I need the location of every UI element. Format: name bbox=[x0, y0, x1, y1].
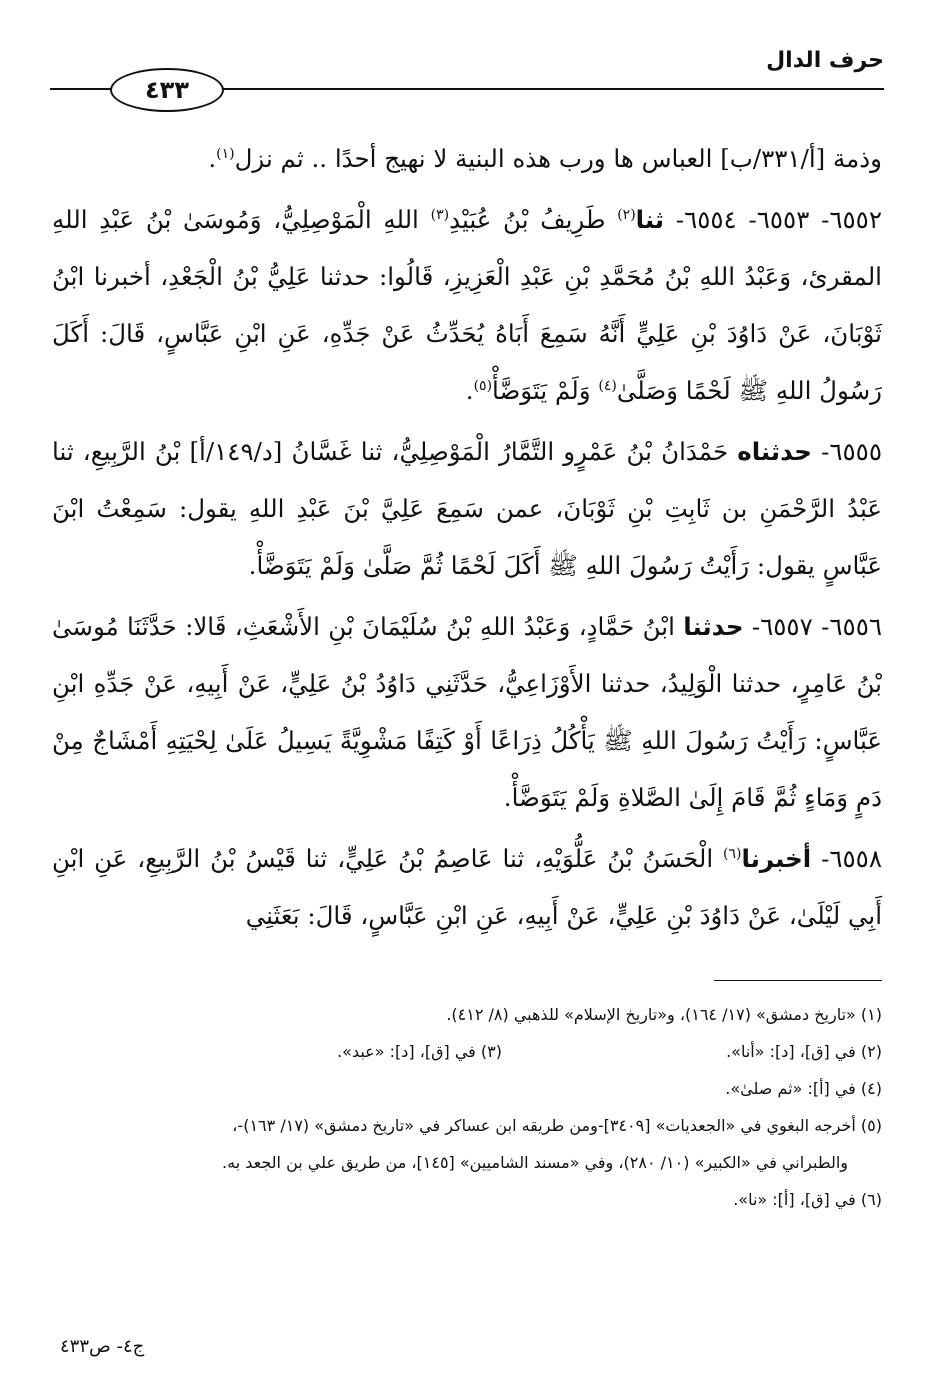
punctuation: . bbox=[208, 144, 217, 173]
hadith-text: وَلَمْ يَتَوَضَّأْ bbox=[492, 376, 591, 405]
footnote-3: (٣) في [ق]، [د]: «عبد». bbox=[337, 1042, 502, 1061]
volume-page-reference: ج٤- ص٤٣٣ bbox=[60, 1336, 145, 1357]
footnote-ref: (٢) bbox=[617, 206, 636, 223]
chapter-title: حرف الدال bbox=[766, 48, 884, 73]
footnote-5: (٥) أخرجه البغوي في «الجعديات» [٣٤٠٩]-ومن طريقه ابن عساكر في «تاريخ دمشق» (١٧/ ١٦٣)-، bbox=[232, 1116, 882, 1135]
transmission-keyword: أخبرنا bbox=[741, 844, 812, 873]
hadith-6558 bbox=[52, 830, 882, 944]
hadith-number: ٦٥٥٦- ٦٥٥٧- bbox=[751, 612, 883, 641]
hadith-text: ابْنُ حَمَّادٍ، وَعَبْدُ اللهِ بْنُ سُلَيْمَانَ بْنِ الأَشْعَثِ، قَالا: حَدَّثَنَا مُوسَىٰ بْنُ عَامِرٍ، حدثنا الْوَلِيدُ، حدثنا الأَوْزَاعِيُّ، حَدَّثَنِي دَاوُدُ بْنُ عَلِيٍّ، عَنْ أَبِيهِ، عَنْ جَدِّهِ ابْنِ عَبَّاسٍ: رَأَيْتُ رَسُولَ اللهِ ﷺ يَأْكُلُ ذِرَاعًا أَوْ كَتِفًا مَشْوِيَّةً يَسِيلُ عَلَىٰ لِحْيَتِهِ أَمْشَاجٌ مِنْ دَمٍ وَمَاءٍ ثُمَّ قَامَ إِلَىٰ الصَّلاةِ وَلَمْ يَتَوَضَّأْ. bbox=[52, 612, 882, 812]
page-number-badge: ٤٣٣ bbox=[110, 68, 224, 112]
hadith-number: ٦٥٥٢- ٦٥٥٣- ٦٥٥٤- bbox=[675, 205, 882, 234]
footnote-6: (٦) في [ق]، [أ]: «نا». bbox=[733, 1190, 882, 1209]
paragraph-1 bbox=[52, 130, 882, 187]
footnotes bbox=[52, 996, 882, 1218]
footnote-row bbox=[52, 1033, 882, 1070]
footnote-rule bbox=[714, 980, 882, 981]
hadith-6556 bbox=[52, 598, 882, 826]
transmission-keyword: ثنا bbox=[635, 205, 665, 234]
hadith-text: حَمْدَانُ بْنُ عَمْرٍو التَّمَّارُ الْمَوْصِلِيُّ، ثنا غَسَّانُ [د/١٤٩/أ] بْنُ الرَّبِيعِ، ثنا عَبْدُ الرَّحْمَنِ بن ثَابِتِ بْنِ ثَوْبَانَ، عمن سَمِعَ عَلِيَّ بْنَ عَبْدِ اللهِ يقول: سَمِعْتُ ابْنَ عَبَّاسٍ يقول: رَأَيْتُ رَسُولَ اللهِ ﷺ أَكَلَ لَحْمًا ثُمَّ صَلَّىٰ وَلَمْ يَتَوَضَّأْ. bbox=[52, 437, 882, 580]
paragraph-text: وذمة [أ/٣٣١/ب] العباس ها ورب هذه البنية لا نهيج أحدًا .. ثم نزل bbox=[234, 144, 882, 173]
footnote-2: (٢) في [ق]، [د]: «أنا». bbox=[726, 1042, 882, 1061]
hadith-number: ٦٥٥٨- bbox=[821, 844, 882, 873]
hadith-text: الْحَسَنُ بْنُ عَلُّوَيْهِ، ثنا عَاصِمُ بْنُ عَلِيٍّ، ثنا قَيْسُ بْنُ الرَّبِيعِ، عَنِ ابْنِ أَبِي لَيْلَىٰ، عَنْ دَاوُدَ بْنِ عَلِيٍّ، عَنْ أَبِيهِ، عَنِ ابْنِ عَبَّاسٍ، قَالَ: بَعَثَنِي bbox=[52, 844, 882, 930]
transmission-keyword: حدثناه bbox=[737, 437, 812, 466]
footnote-5-continued: والطبراني في «الكبير» (١٠/ ٢٨٠)، وفي «مسند الشاميين» [١٤٥]، من طريق علي بن الجعد به. bbox=[222, 1153, 848, 1172]
page-header bbox=[50, 40, 884, 104]
narrator-text: طَرِيفُ بْنُ عُبَيْدِ bbox=[449, 205, 606, 234]
hadith-6552 bbox=[52, 191, 882, 419]
footnote-ref: (١) bbox=[216, 145, 235, 162]
punctuation: . bbox=[465, 376, 474, 405]
footnote-1: (١) «تاريخ دمشق» (١٧/ ١٦٤)، و«تاريخ الإسلام» للذهبي (٨/ ٤١٢). bbox=[446, 1005, 882, 1024]
footnote-ref: (٣) bbox=[430, 206, 450, 223]
footnote-ref: (٥) bbox=[473, 377, 493, 394]
hadith-number: ٦٥٥٥- bbox=[821, 437, 882, 466]
transmission-keyword: حدثنا bbox=[683, 612, 744, 641]
footnote-ref: (٦) bbox=[723, 845, 742, 862]
footnote-ref: (٤) bbox=[598, 377, 617, 394]
main-text bbox=[52, 130, 882, 948]
hadith-text: اللهِ الْمَوْصِلِيُّ، وَمُوسَىٰ بْنُ عَبْدِ اللهِ المقرئ، وَعَبْدُ اللهِ بْنُ مُحَمَّدِ بْنِ عَبْدِ الْعَزِيزِ، قَالُوا: حدثنا عَلِيُّ بْنُ الْجَعْدِ، أخبرنا ابْنُ ثَوْبَانَ، عَنْ دَاوُدَ بْنِ عَلِيٍّ أَنَّهُ سَمِعَ أَبَاهُ يُحَدِّثُ عَنْ جَدِّهِ، عَنِ ابْنِ عَبَّاسٍ، قَالَ: أَكَلَ رَسُولُ اللهِ ﷺ لَحْمًا وَصَلَّىٰ bbox=[52, 205, 882, 405]
hadith-6555 bbox=[52, 423, 882, 594]
footnote-4: (٤) في [أ]: «ثم صلىٰ». bbox=[725, 1079, 882, 1098]
